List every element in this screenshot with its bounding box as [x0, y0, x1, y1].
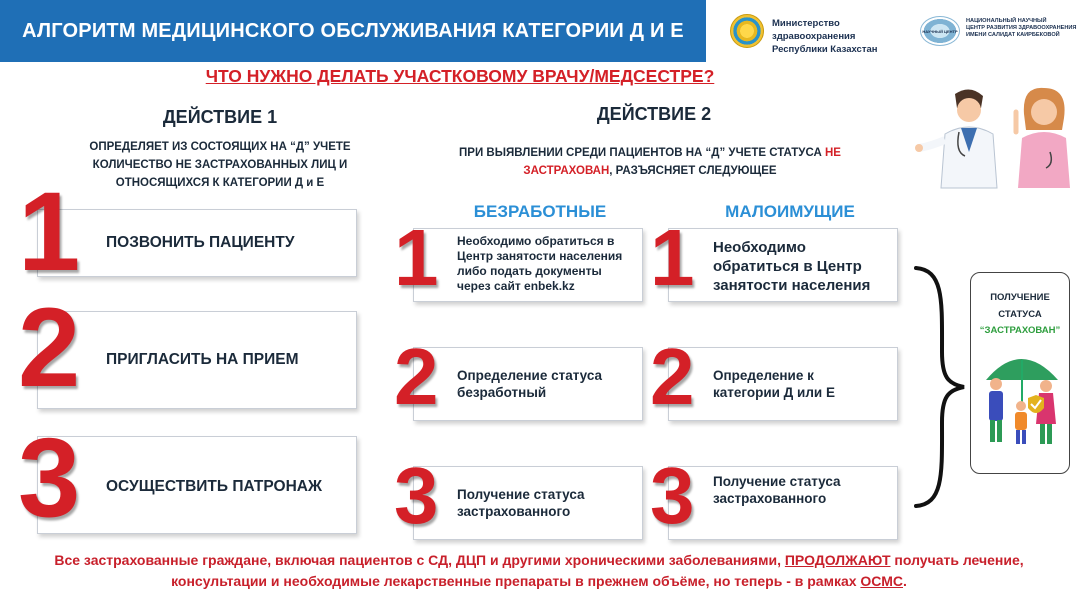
unemployed-step3-number: 3	[394, 451, 439, 540]
result-line1: ПОЛУЧЕНИЕ	[990, 292, 1050, 303]
lowincome-step2-text: Определение к категории Д или Е	[713, 368, 835, 400]
action1-description: ОПРЕДЕЛЯЕТ ИЗ СОСТОЯЩИХ НА “Д” УЧЕТЕ КОЛИЧЕСТВО НЕ ЗАСТРАХОВАННЫХ ЛИЦ И ОТНОСЯЩИХСЯ К КАТЕГОРИИ Д и Е	[89, 141, 351, 189]
kazakhstan-emblem-icon	[730, 14, 764, 48]
lowincome-step1-number: 1	[650, 213, 695, 302]
nurse-illustration-icon	[1010, 84, 1076, 188]
unemployed-step2-number: 2	[394, 332, 439, 421]
action1-step3-label: ОСУЩЕСТВИТЬ ПАТРОНАЖ	[106, 478, 322, 495]
unemployed-step3-text: Получение статуса застрахованного	[457, 487, 585, 519]
lowincome-step3-text: Получение статуса застрахованного	[713, 474, 841, 506]
action1-title: ДЕЙСТВИЕ 1	[162, 107, 278, 127]
unemployed-step2-text: Определение статуса безработный	[457, 368, 603, 400]
unemployed-step1-number: 1	[394, 213, 439, 302]
page-title: АЛГОРИТМ МЕДИЦИНСКОГО ОБСЛУЖИВАНИЯ КАТЕГОРИИ Д И Е	[22, 20, 684, 42]
action1-step2-label: ПРИГЛАСИТЬ НА ПРИЕМ	[106, 351, 299, 368]
action1-step1-number: 1	[18, 169, 81, 294]
family-umbrella-icon	[978, 340, 1064, 458]
action2-description: ПРИ ВЫЯВЛЕНИИ СРЕДИ ПАЦИЕНТОВ НА “Д” УЧЕТЕ СТАТУСА НЕ ЗАСТРАХОВАН, РАЗЪЯСНЯЕТ СЛЕДУЮЩЕЕ	[459, 147, 841, 177]
result-line2: СТАТУСА	[998, 309, 1042, 320]
health-center-logo-icon: НАУЧНЫЙ ЦЕНТР	[920, 16, 960, 46]
action1-step3-number: 3	[18, 415, 81, 540]
action1-step2-number: 2	[18, 285, 81, 410]
ministry-name: Министерство здравоохранения Республики Казахстан	[772, 18, 878, 55]
lowincome-step1-text: Необходимо обратиться в Центр занятости населения	[713, 239, 871, 294]
curly-brace-icon	[904, 262, 968, 512]
action2-title: ДЕЙСТВИЕ 2	[596, 104, 712, 124]
center-name: НАЦИОНАЛЬНЫЙ НАУЧНЫЙ ЦЕНТР РАЗВИТИЯ ЗДРАВООХРАНЕНИЯ ИМЕНИ САЛИДАТ КАИРБЕКОВОЙ	[966, 18, 1077, 39]
lowincome-step2-number: 2	[650, 332, 695, 421]
unemployed-step1-text: Необходимо обратиться в Центр занятости населения либо подать документы через сайт enbek.kz	[457, 234, 623, 293]
result-line3: “ЗАСТРАХОВАН”	[979, 325, 1061, 336]
lowincome-heading: МАЛОИМУЩИЕ	[725, 202, 855, 221]
main-question: ЧТО НУЖНО ДЕЛАТЬ УЧАСТКОВОМУ ВРАЧУ/МЕДСЕСТРЕ?	[205, 66, 715, 86]
action1-step1-label: ПОЗВОНИТЬ ПАЦИЕНТУ	[106, 234, 295, 251]
footer-note: Все застрахованные граждане, включая пациентов с СД, ДЦП и другими хроническими заболеваниями, ПРОДОЛЖАЮТ получать лечение, консультации и необходимые лекарственные препараты в прежнем объёме, но теперь - в рамках ОСМС.	[54, 552, 1024, 589]
unemployed-heading: БЕЗРАБОТНЫЕ	[473, 202, 607, 221]
lowincome-step3-number: 3	[650, 451, 695, 540]
